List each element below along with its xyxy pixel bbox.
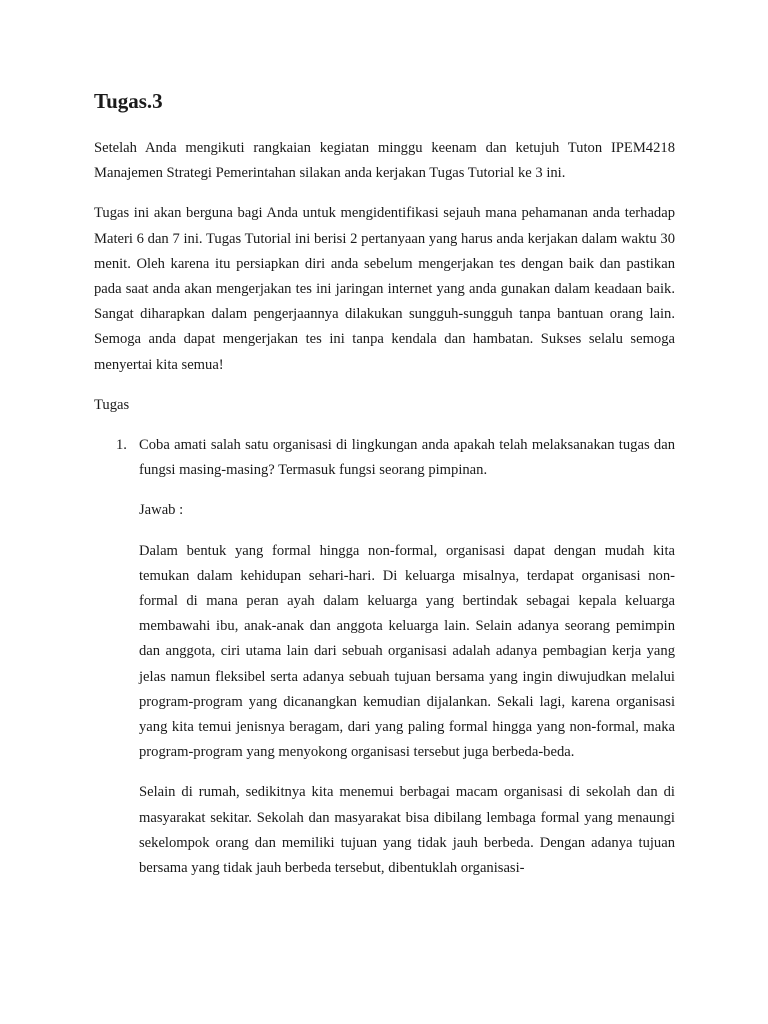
answer-label: Jawab : [139,502,184,519]
question-item [94,433,675,881]
document-title: Tugas.3 [94,89,163,113]
question-list [94,433,675,881]
question-text: Coba amati salah satu organisasi di lingkungan anda apakah telah melaksanakan tugas dan fungsi masing-masing? Termasuk fungsi seorang pimpinan. [139,437,675,479]
section-label: Tugas [94,396,130,413]
answer-paragraph: Dalam bentuk yang formal hingga non-formal, organisasi dapat dengan mudah kita temukan dalam kehidupan sehari-hari. Di keluarga misalnya, terdapat organisasi non-formal di mana peran ayah dalam keluarga yang bertindak sebagai kepala keluarga membawahi ibu, anak-anak dan anggota keluarga lain. Selain adanya seorang pemimpin dan anggota, ciri utama lain dari sebuah organisasi adalah adanya pembagian kerja yang jelas namun fleksibel serta adanya sebuah tujuan bersama yang ingin diwujudkan melalui program-program yang dicanangkan kemudian dijalankan. Sekali lagi, karena organisasi yang kita temui jenisnya beragam, dari yang paling formal hingga yang non-formal, maka program-program yang menyokong organisasi tersebut juga berbeda-beda. [139,542,675,761]
instructions-paragraph: Tugas ini akan berguna bagi Anda untuk mengidentifikasi sejauh mana pehamanan anda terhadap Materi 6 dan 7 ini. Tugas Tutorial ini berisi 2 pertanyaan yang harus anda kerjakan dalam waktu 30 menit. Oleh karena itu persiapkan diri anda sebelum mengerjakan tes dengan baik dan pastikan pada saat anda akan mengerjakan tes ini jaringan internet yang anda gunakan dalam keadaan baik. Sangat diharapkan dalam pengerjaannya dilakukan sungguh-sungguh tanpa bantuan orang lain. Semoga anda dapat mengerjakan tes ini tanpa kendala dan hambatan. Sukses selalu semoga menyertai kita semua! [94,205,675,373]
intro-paragraph: Setelah Anda mengikuti rangkaian kegiatan minggu keenam dan ketujuh Tuton IPEM4218 Manajemen Strategi Pemerintahan silakan anda kerjakan Tugas Tutorial ke 3 ini. [94,140,675,182]
answer-paragraph: Selain di rumah, sedikitnya kita menemui berbagai macam organisasi di sekolah dan di masyarakat sekitar. Sekolah dan masyarakat bisa dibilang lembaga formal yang menaungi sekelompok orang dan memiliki tujuan yang tidak jauh berbeda. Dengan adanya tujuan bersama yang tidak jauh berbeda tersebut, dibentuklah organisasi- [139,784,675,877]
question-number: 1. [116,437,127,454]
document-page [94,87,675,881]
